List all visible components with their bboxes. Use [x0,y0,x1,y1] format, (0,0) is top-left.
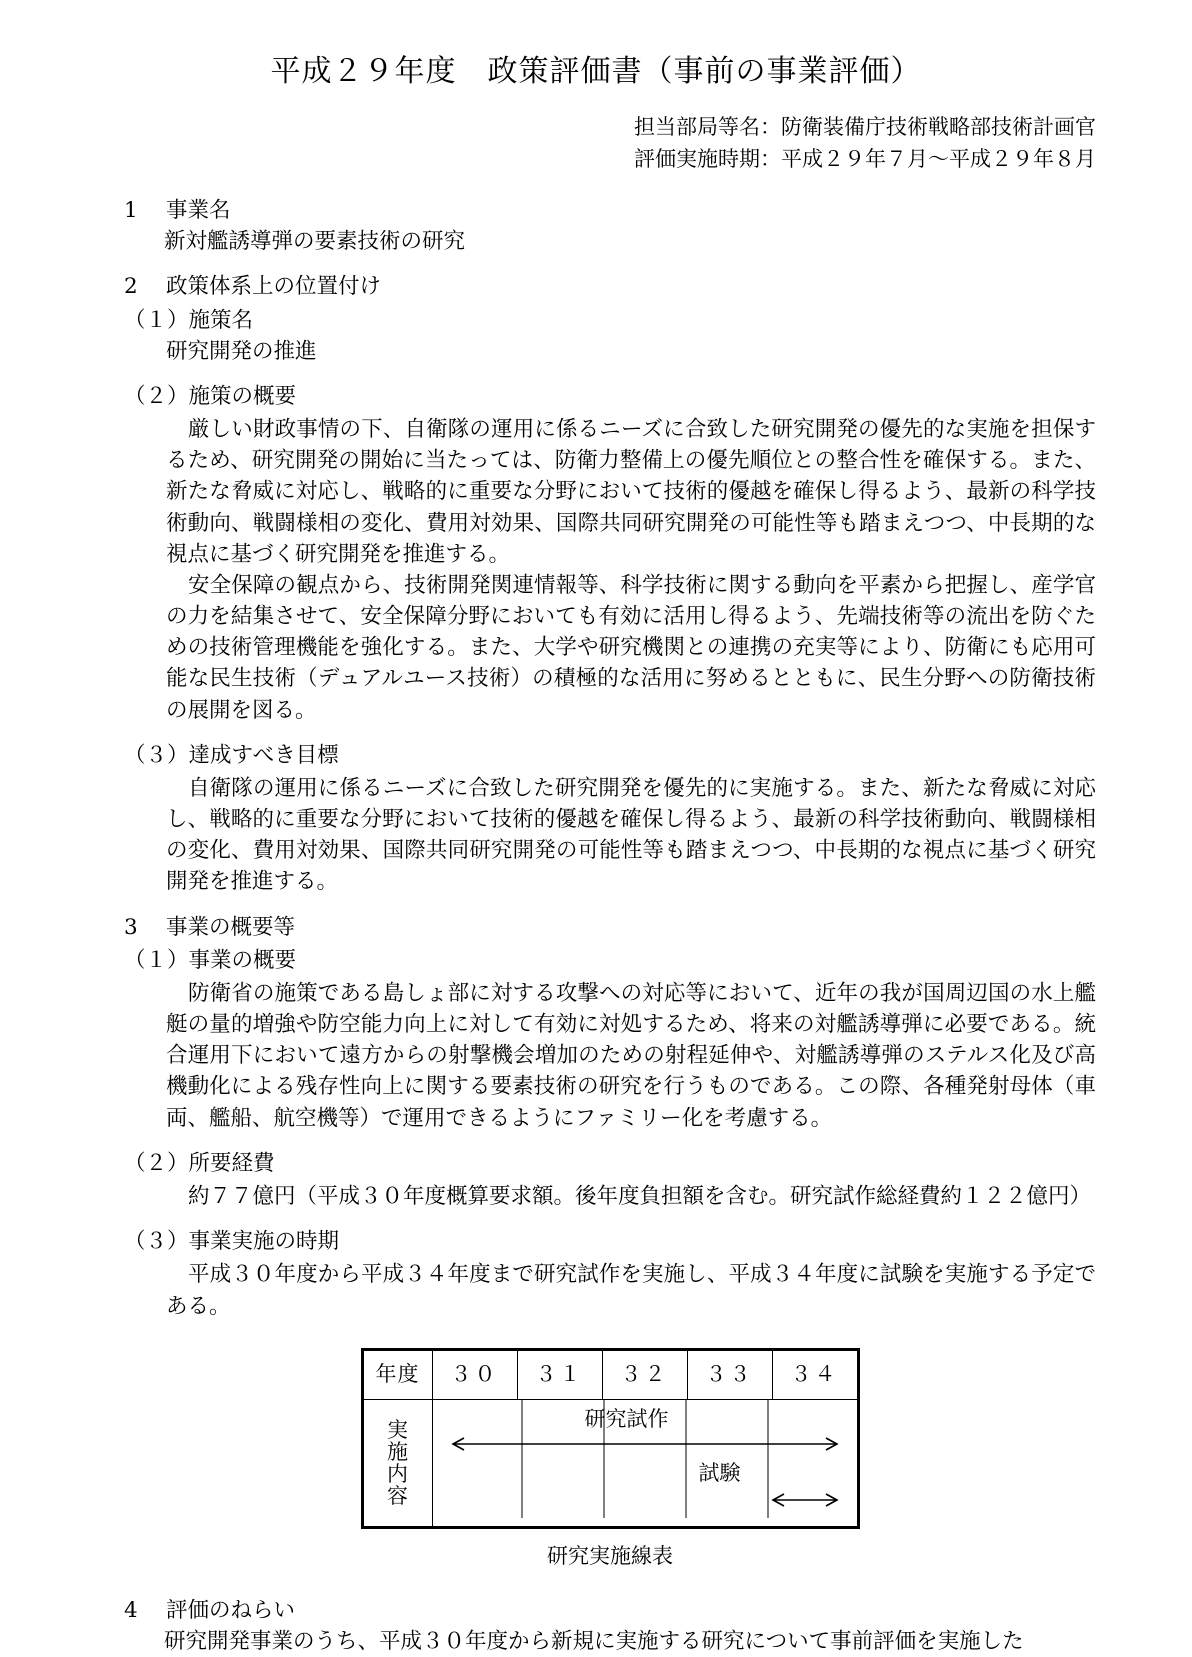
table-cell-gantt [432,1399,858,1527]
subsection-2-2-label: （２）施策の概要 [124,383,297,409]
subsection-2-2-paragraph-1: 厳しい財政事情の下、自衛隊の運用に係るニーズに合致した研究開発の優先的な実施を担保するため、研究開発の開始に当たっては、防衛力整備上の優先順位との整合性を確保する。また、新たな脅威に対応し、戦略的に重要な分野において技術的優越を確保し得るよう、最新の科学技術動向、戦闘様相の変化、費用対効果、国際共同研究開発の可能性等も踏まえつつ、中長期的な視点に基づく研究開発を推進する。 [166,417,1096,567]
subsection-2-1-label: （１）施策名 [124,307,254,333]
table-row-years [362,1349,858,1399]
table-cell-year-34: ３４ [772,1349,858,1399]
table-row-label [362,1399,432,1527]
section-4-title: 評価のねらい [166,1598,296,1624]
section-2-number: 2 [124,274,138,300]
meta-department: 担当部局等名：防衛装備庁技術戦略部技術計画官 [634,115,1096,139]
subsection-2-3-label: （３）達成すべき目標 [124,742,339,768]
document-body [0,195,1192,1657]
subsection-3-3-label: （３）事業実施の時期 [124,1229,340,1255]
row-label-char-3: 内 [387,1461,408,1486]
document-page [0,46,1192,1655]
row-label-char-1: 実 [387,1417,408,1442]
section-3-heading [124,912,1096,943]
section-1-heading [124,195,1096,226]
page-title: 平成２９年度 政策評価書（事前の事業評価） [270,54,922,89]
section-4-heading [124,1595,1096,1626]
section-2-title: 政策体系上の位置付け [166,274,382,300]
subsection-3-1-paragraph-1: 防衛省の施策である島しょ部に対する攻撃への対応等において、近年の我が国周辺国の水上艦艇の量的増強や防空能力向上に対して有効に対処するため、将来の対艦誘導弾に必要である。統合運用下において遠方からの射撃機会増加のための射程延伸や、対艦誘導弾のステルス化及び高機動化による残存性向上に関する要素技術の研究を行うものである。この際、各種発射母体（車両、艦船、航空機等）で運用できるようにファミリー化を考慮する。 [166,980,1096,1131]
subsection-3-3-paragraph-1: 平成３０年度から平成３４年度まで研究試作を実施し、平成３４年度に試験を実施する予定である。 [166,1262,1096,1319]
subsection-2-2-paragraph-2: 安全保障の観点から、技術開発関連情報等、科学技術に関する動向を平素から把握し、産学官の力を結集させて、安全保障分野においても有効に活用し得るよう、先端技術等の流出を防ぐための技術管理機能を強化する。また、大学や研究機関との連携の充実等により、防衛にも応用可能な民生技術（デュアルユース技術）の積極的な活用に努めるとともに、民生分野への防衛技術の展開を図る。 [166,572,1096,723]
gantt-label-test: 試験 [698,1460,741,1485]
schedule-table-wrapper [124,1348,1096,1529]
section-1-number: 1 [124,198,138,223]
meta-period: 評価実施時期：平成２９年７月～平成２９年８月 [634,146,1096,171]
row-label-char-4: 容 [387,1483,408,1508]
gantt-arrows [433,1400,857,1526]
subsection-3-2-paragraph-1: 約７７億円（平成３０年度概算要求額。後年度負担額を含む。研究試作総経費約１２２億円） [188,1183,1092,1209]
schedule-table [361,1348,860,1529]
subsection-3-2-label: （２）所要経費 [124,1150,275,1176]
table-header-year: 年度 [362,1349,432,1399]
subsection-3-1-label: （１）事業の概要 [124,947,297,973]
gantt-label-research: 研究試作 [584,1406,669,1431]
section-3-number: 3 [124,914,138,940]
table-cell-year-33: ３３ [687,1349,772,1399]
section-4-body: 研究開発事業のうち、平成３０年度から新規に実施する研究について事前評価を実施した [164,1629,1024,1655]
table-cell-year-31: ３１ [517,1349,602,1399]
section-1-body: 新対艦誘導弾の要素技術の研究 [164,229,466,255]
section-1-title: 事業名 [166,198,231,223]
subsection-2-3-paragraph-1: 自衛隊の運用に係るニーズに合致した研究開発を優先的に実施する。また、新たな脅威に対応し、戦略的に重要な分野において技術的優越を確保し得るよう、最新の科学技術動向、戦闘様相の変化、費用対効果、国際共同研究開発の可能性等も踏まえつつ、中長期的な視点に基づく研究開発を推進する。 [166,775,1096,895]
table-cell-year-32: ３２ [602,1349,687,1399]
document-meta [0,112,1192,175]
subsection-2-1-body: 研究開発の推進 [166,338,317,364]
section-4-number: 4 [124,1598,138,1624]
row-label-char-2: 施 [387,1439,408,1464]
table-row-content [362,1399,858,1527]
table-cell-year-30: ３０ [432,1349,517,1399]
section-3-title: 事業の概要等 [166,914,296,940]
section-2-heading [124,271,1096,302]
schedule-table-caption: 研究実施線表 [547,1543,673,1568]
